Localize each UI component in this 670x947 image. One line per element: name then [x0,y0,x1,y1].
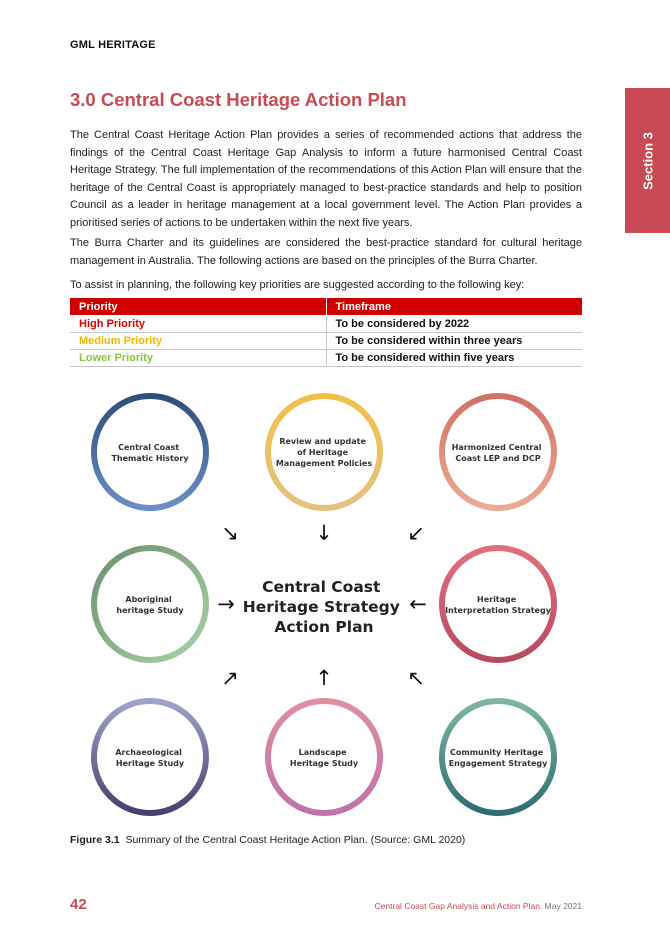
node-aboriginal-study [94,548,206,660]
node-label: Community Heritage Engagement Strategy [448,748,548,768]
node-ring [442,701,554,813]
running-footer [375,901,582,911]
node-archaeological-study [94,701,206,813]
node-label: Aboriginal heritage Study [116,595,184,615]
priority-lower: Lower Priority [70,350,326,367]
priority-medium: Medium Priority [70,333,326,350]
table-row [70,316,582,333]
section-tab-label: Section 3 [640,131,655,190]
node-harmonized-lep-dcp [442,396,554,508]
node-label: Harmonized Central Coast LEP and DCP [451,443,542,463]
node-label: Central Coast Thematic History [111,443,189,463]
arrow-up-left-icon: ↖ [407,666,425,690]
node-interpretation-strategy [442,548,554,660]
page-title: 3.0 Central Coast Heritage Action Plan [70,89,407,110]
center-title: Central Coast Heritage Strategy Action Plan [242,578,400,636]
priority-table [70,298,582,367]
running-header: GML HERITAGE [70,39,156,51]
node-ring [442,396,554,508]
node-label: Archaeological Heritage Study [115,748,185,768]
table-row [70,333,582,350]
arrow-down-left-icon: ↙ [407,521,425,545]
table-row [70,350,582,367]
timeframe-lower: To be considered within five years [326,350,582,367]
node-ring [268,701,380,813]
arrow-down-icon: ↓ [315,521,333,545]
footer-document-title: Central Coast Gap Analysis and Action Plan. [374,901,543,911]
intro-paragraph: The Central Coast Heritage Action Plan provides a series of recommended actions that address the findings of the Central Coast Heritage Gap Analysis to inform a future harmonised Central Coast Heritage Strategy. The full implementation of the recommendations of this Action Plan will ensure that the heritage of the Central Coast is appropriately managed to best-practice standards and help to position Council as a leader in heritage management at a local government level. The Action Plan provides a prioritised series of actions to be undertaken within the next five years. [70,129,582,229]
arrow-left-icon: ← [409,592,427,616]
node-ring [94,396,206,508]
section-tab [625,88,670,233]
page-number: 42 [70,896,87,913]
timeframe-medium: To be considered within three years [326,333,582,350]
priority-high: High Priority [70,316,326,333]
figure-caption [70,834,465,846]
arrow-up-icon: ↑ [315,666,333,690]
node-label: Landscape Heritage Study [289,748,359,768]
node-landscape-study [268,701,380,813]
priority-column-header: Priority [70,298,326,316]
node-thematic-history [94,396,206,508]
node-ring [94,548,206,660]
node-ring [442,548,554,660]
footer-date: May 2021 [544,901,582,911]
priority-key-paragraph: To assist in planning, the following key priorities are suggested according to the following key: [70,279,525,291]
arrow-right-icon: → [217,592,235,616]
node-review-policies [268,396,380,508]
node-label: Review and update of Heritage Management Policies [275,437,373,468]
action-plan-diagram [70,388,570,828]
figure-caption-label: Figure 3.1 [70,834,120,846]
arrow-down-right-icon: ↘ [221,521,239,545]
node-label: Heritage Interpretation Strategy [445,595,551,615]
node-community-engagement [442,701,554,813]
node-ring [94,701,206,813]
figure-caption-text: Summary of the Central Coast Heritage Action Plan. (Source: GML 2020) [125,834,466,846]
table-header-row [70,298,582,316]
burra-charter-paragraph: The Burra Charter and its guidelines are considered the best-practice standard for cultural heritage management in Australia. The following actions are based on the principles of the Burra Charter. [70,237,582,267]
timeframe-column-header: Timeframe [326,298,582,316]
arrow-up-right-icon: ↗ [221,666,239,690]
timeframe-high: To be considered by 2022 [326,316,582,333]
